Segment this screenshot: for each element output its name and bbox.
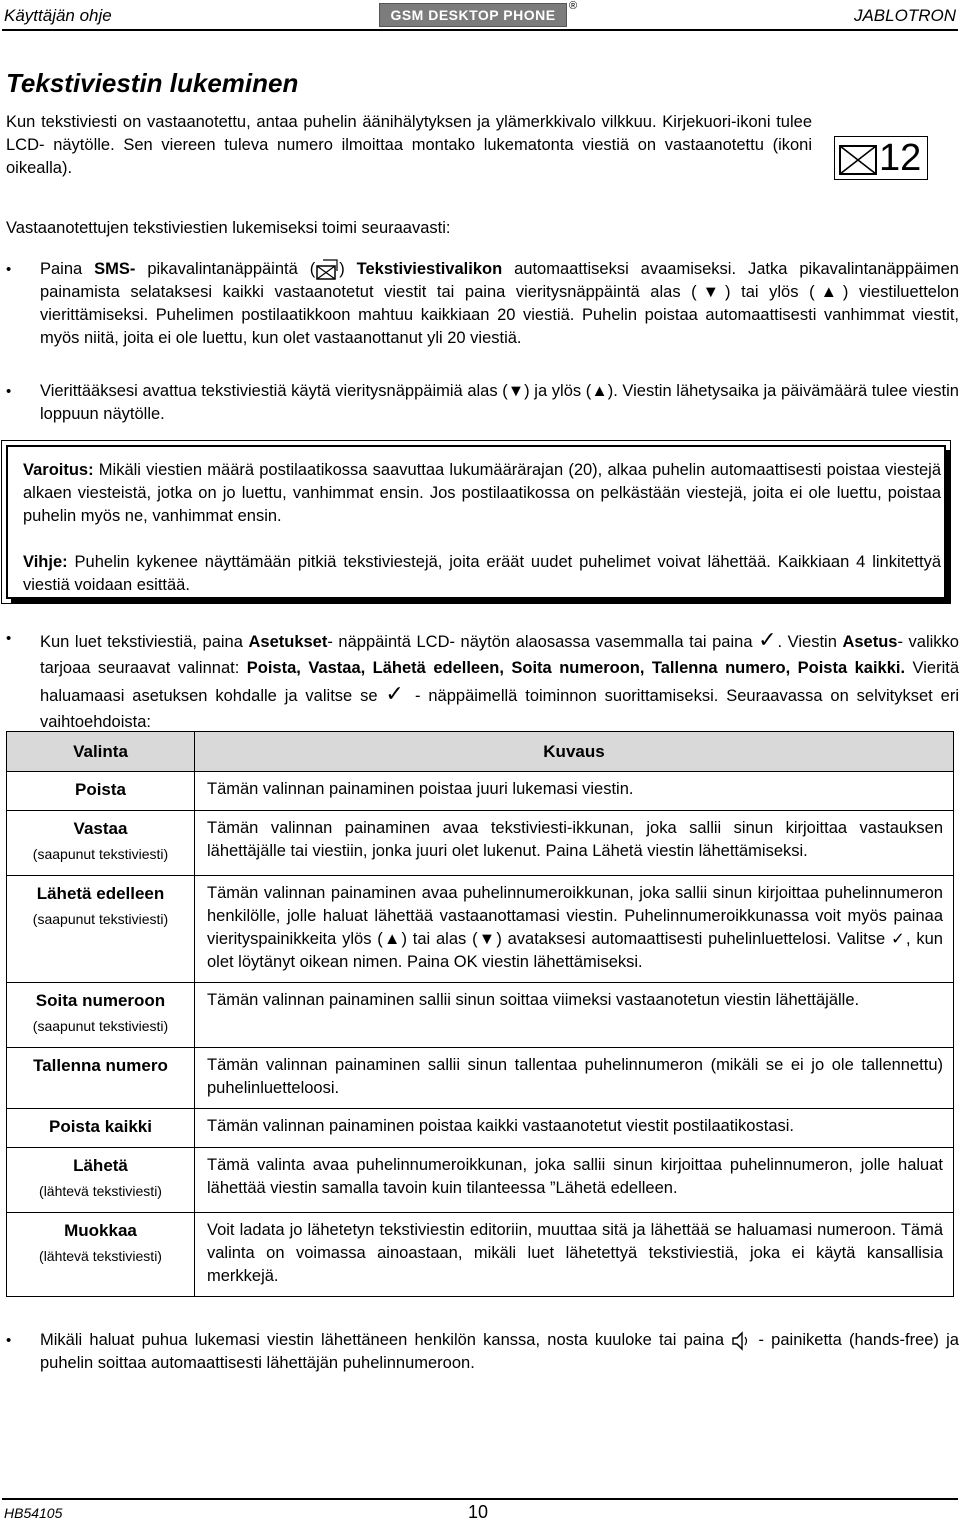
table-row [7,1048,954,1109]
table-row [7,876,954,983]
check-icon: ✓ [758,627,778,652]
tip-paragraph: Vihje: Puhelin kykenee näyttämään pitkiä tekstiviestejä, joita eräät uudet puhelimet voivat lähettää. Kaikkiaan 4 linkitettyä viestiä voidaan esittää. [23,553,941,594]
option-context: (saapunut tekstiviesti) [32,911,169,927]
option-name: Tallenna numero [33,1056,168,1075]
bullet-text: Vierittääksesi avattua tekstiviestiä käytä vieritysnäppäimiä alas (▼) ja ylös (▲). Viestin lähetysaika ja päivämäärä tulee viestin loppuun näytölle. [40,382,959,423]
options-table [6,731,954,1297]
header-manual-title: Käyttäjän ohje [4,6,112,25]
bullet-dot: • [6,1332,12,1349]
registered-mark: ® [569,0,578,12]
footer-divider [2,1498,958,1500]
product-logo: GSM DESKTOP PHONE [379,3,567,27]
envelope-icon [839,145,877,175]
option-cell [7,876,195,983]
option-name: Soita numeroon [35,991,166,1010]
column-header-description: Kuvaus [195,732,954,772]
bullet-text: Mikäli haluat puhua lukemasi viestin lähettäneen henkilön kanssa, nosta kuuloke tai paina - painiketta (hands-free) ja puhelin soittaa automaattisesti lähettäjän puhelinnumeroon. [40,1331,959,1372]
table-row [7,811,954,876]
option-context: (lähtevä tekstiviesti) [39,1248,162,1264]
option-name: Poista kaikki [48,1117,152,1136]
option-description: Tämän valinnan painaminen poistaa juuri lukemasi viestin. [195,772,954,811]
table-row [7,772,954,811]
warning-content [23,459,941,597]
option-cell [7,811,195,876]
speaker-icon [731,1331,751,1351]
option-cell [7,1213,195,1297]
option-cell [7,1148,195,1213]
unread-count: 12 [879,137,922,179]
page-number: 10 [468,1502,489,1522]
option-cell [7,772,195,811]
table-row [7,1109,954,1148]
option-description: Tämän valinnan painaminen poistaa kaikki vastaanotetut viestit postilaatikostasi. [195,1109,954,1148]
option-name: Lähetä [73,1156,128,1175]
table-row [7,983,954,1048]
bullet-text: Paina SMS- pikavalintanäppäintä ( ) Tekstiviestivalikon automaattiseksi avaamiseksi. Jatka pikavalintanäppäimen painamista selataksesi kaikki vastaanotetut viestit tai paina vieritysnäppäintä alas (▼) tai ylös (▲) viestiluettelon vierittämiseksi. Puhelimen postilaatikkoon mahtuu kaikkiaan 20 viestiä. Puhelin poistaa automaattisesti vanhimmat viestit, myös niitä, joita ei ole luettu, kun olet vastaanottanut yli 20 viestiä. [40,260,959,347]
option-context: (saapunut tekstiviesti) [32,846,169,862]
bullet-dot: • [6,261,12,278]
bullet-text: Kun luet tekstiviestiä, paina Asetukset- näppäintä LCD- näytön alaosassa vasemmalla tai paina ✓. Viestin Asetus- valikko tarjoaa seuraavat valinnat: Poista, Vastaa, Lähetä edelleen, Soita numeroon, Tallenna numero, Poista kaikki. Vieritä haluamaasi asetuksen kohdalle ja valitse se ✓ - näppäimellä toiminnon suorittamiseksi. Seuraavassa on selvitykset eri vaihtoehdoista: [40,627,959,731]
bullet-dot: • [6,630,12,647]
option-description: Tämän valinnan painaminen avaa puhelinnumeroikkunan, joka sallii sinun kirjoittaa puhelinnumeron henkilölle, jolle haluat lähettää vastaanottamasi viestin. Puhelinnumeroikkunassa voit myös painaa vierityspainikkeita ylös (▲) tai alas (▼) avataksesi automaattisesti puhelinluettelosi. Valitse ✓, kun olet löytänyt oikean nimen. Paina OK viestin lähettämiseksi. [195,876,954,983]
option-name: Muokkaa [64,1221,137,1240]
option-cell [7,983,195,1048]
check-icon: ✓ [385,681,408,706]
option-cell [7,1048,195,1109]
option-name: Vastaa [73,819,128,838]
option-context: (lähtevä tekstiviesti) [39,1183,162,1199]
warning-paragraph: Varoitus: Mikäli viestien määrä postilaatikossa saavuttaa lukumäärärajan (20), alkaa puhelin automaattisesti poistaa viestejä alkaen viesteistä, jotka on jo luettu, vanhimmat ensin. Jos postilaatikossa on pelkästään viestejä, joita ei ole luettu, poistaa puhelin myös ne, vanhimmat ensin. [23,461,941,525]
header-brand: JABLOTRON [853,6,956,25]
option-context: (saapunut tekstiviesti) [32,1018,169,1034]
page-header [0,0,960,32]
table-header-row [7,732,954,772]
table-row [7,1148,954,1213]
bullet-dot: • [6,383,12,400]
instructions-lead: Vastaanotettujen tekstiviestien lukemiseksi toimi seuraavasti: [6,219,451,237]
option-description: Tämän valinnan painaminen avaa tekstiviesti-ikkunan, joka sallii sinun kirjoittaa vastauksen lähettäjälle tai viestiin, jonka juuri olet lukenut. Paina Lähetä viestin lähettämiseksi. [195,811,954,876]
option-description: Tämän valinnan painaminen sallii sinun tallentaa puhelinnumeron (mikäli se ei jo ole tallennettu) puhelinluetteloosi. [195,1048,954,1109]
column-header-option: Valinta [7,732,195,772]
document-code: HB54105 [4,1505,63,1521]
table-row [7,1213,954,1297]
sms-key-icon [315,259,339,281]
option-description: Tämä valinta avaa puhelinnumeroikkunan, joka sallii sinun kirjoittaa puhelinnumeron, jolle haluat lähettää viestin samalla tavoin kuin tilanteessa ”Lähetä edelleen. [195,1148,954,1213]
option-cell [7,1109,195,1148]
option-description: Voit ladata jo lähetetyn tekstiviestin editoriin, muuttaa sitä ja lähettää se haluamasi numeroon. Tämä valinta on voimassa ainoastaan, mikäli luet lähetettyä tekstiviestiä, joka ei käytä kansallisia merkkejä. [195,1213,954,1297]
section-title: Tekstiviestin lukeminen [6,68,299,98]
option-name: Lähetä edelleen [36,884,165,903]
option-name: Poista [74,780,127,799]
envelope-badge [834,136,928,180]
warning-box [6,445,946,599]
header-divider [2,29,958,31]
option-description: Tämän valinnan painaminen sallii sinun soittaa viimeksi vastaanotetun viestin lähettäjälle. [195,983,954,1048]
intro-paragraph: Kun tekstiviesti on vastaanotettu, antaa puhelin äänihälytyksen ja ylämerkkivalo vilkkuu. Kirjekuori-ikoni tulee LCD- näytölle. Sen viereen tuleva numero ilmoittaa montako lukematonta viestiä on vastaanotettu (ikoni oikealla). [6,113,812,177]
